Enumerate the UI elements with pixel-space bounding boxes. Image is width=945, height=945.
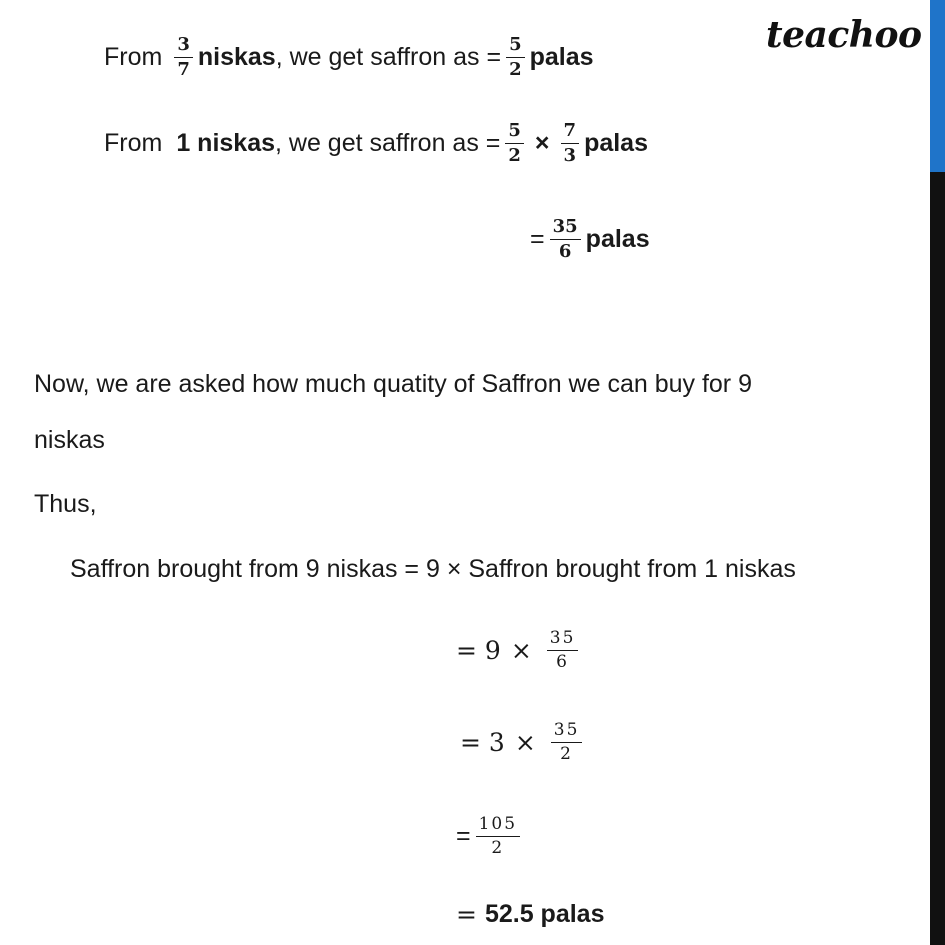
step4-eq: = xyxy=(456,900,477,929)
teachoo-logo: teachoo xyxy=(766,14,922,56)
fraction-35-2 xyxy=(551,722,583,763)
fraction-numerator: 35 xyxy=(553,720,580,740)
step-9-times-35-6 xyxy=(456,630,583,671)
fraction-denominator: 2 xyxy=(491,838,505,858)
fraction-numerator: 3 xyxy=(177,34,190,55)
fraction-numerator: 105 xyxy=(478,814,518,834)
fraction-35-6 xyxy=(550,218,581,261)
fraction-35-6 xyxy=(547,630,579,671)
fraction-3-7 xyxy=(174,36,193,79)
slide-sidebar xyxy=(930,0,945,945)
fraction-numerator: 35 xyxy=(552,216,578,237)
line1-unit: palas xyxy=(529,43,594,71)
line2-mid: , we get saffron as = xyxy=(275,129,501,157)
step-3-times-35-2 xyxy=(460,722,587,763)
line1-bold: niskas xyxy=(197,43,276,71)
equals-sign: = xyxy=(530,225,545,253)
step-105-2 xyxy=(456,816,525,857)
answer-value: 52.5 palas xyxy=(484,900,605,928)
step1-eq: = 9 xyxy=(456,636,501,665)
fraction-denominator: 6 xyxy=(558,241,572,262)
fraction-7-3 xyxy=(561,122,580,165)
fraction-numerator: 35 xyxy=(549,628,576,648)
line-from-3-7-niskas xyxy=(104,36,594,79)
paragraph-question-line1: Now, we are asked how much quatity of Saffron we can buy for 9 xyxy=(34,370,752,398)
step2-eq: = 3 xyxy=(460,728,505,757)
fraction-5-2 xyxy=(506,36,525,79)
fraction-denominator: 2 xyxy=(509,59,522,80)
line1-mid: , we get saffron as = xyxy=(275,43,502,71)
fraction-5-2 xyxy=(505,122,524,165)
step3-eq: = xyxy=(456,822,471,850)
saffron-equation: Saffron brought from 9 niskas = 9 × Saffron brought from 1 niskas xyxy=(70,555,796,583)
line3-unit: palas xyxy=(585,225,650,253)
paragraph-question-line2: niskas xyxy=(34,426,105,454)
fraction-numerator: 5 xyxy=(508,120,521,141)
final-answer xyxy=(456,900,604,929)
line2-unit: palas xyxy=(584,129,648,157)
fraction-denominator: 7 xyxy=(177,59,190,80)
line1-prefix: From xyxy=(104,43,163,71)
fraction-denominator: 6 xyxy=(556,652,569,672)
multiply-sign: × xyxy=(534,129,550,157)
line2-prefix: From xyxy=(104,129,163,157)
line-equals-35-6 xyxy=(530,218,650,261)
multiply-sign: × xyxy=(510,636,532,665)
sidebar-accent xyxy=(930,0,945,172)
multiply-sign: × xyxy=(514,728,536,757)
fraction-denominator: 2 xyxy=(508,145,521,166)
line-from-1-niskas xyxy=(104,122,648,165)
fraction-numerator: 5 xyxy=(509,34,522,55)
fraction-105-2 xyxy=(476,816,520,857)
fraction-numerator: 7 xyxy=(563,120,577,141)
fraction-denominator: 3 xyxy=(563,145,577,166)
fraction-denominator: 2 xyxy=(560,744,573,764)
thus-label: Thus, xyxy=(34,490,97,518)
line2-bold: 1 niskas xyxy=(176,129,276,157)
